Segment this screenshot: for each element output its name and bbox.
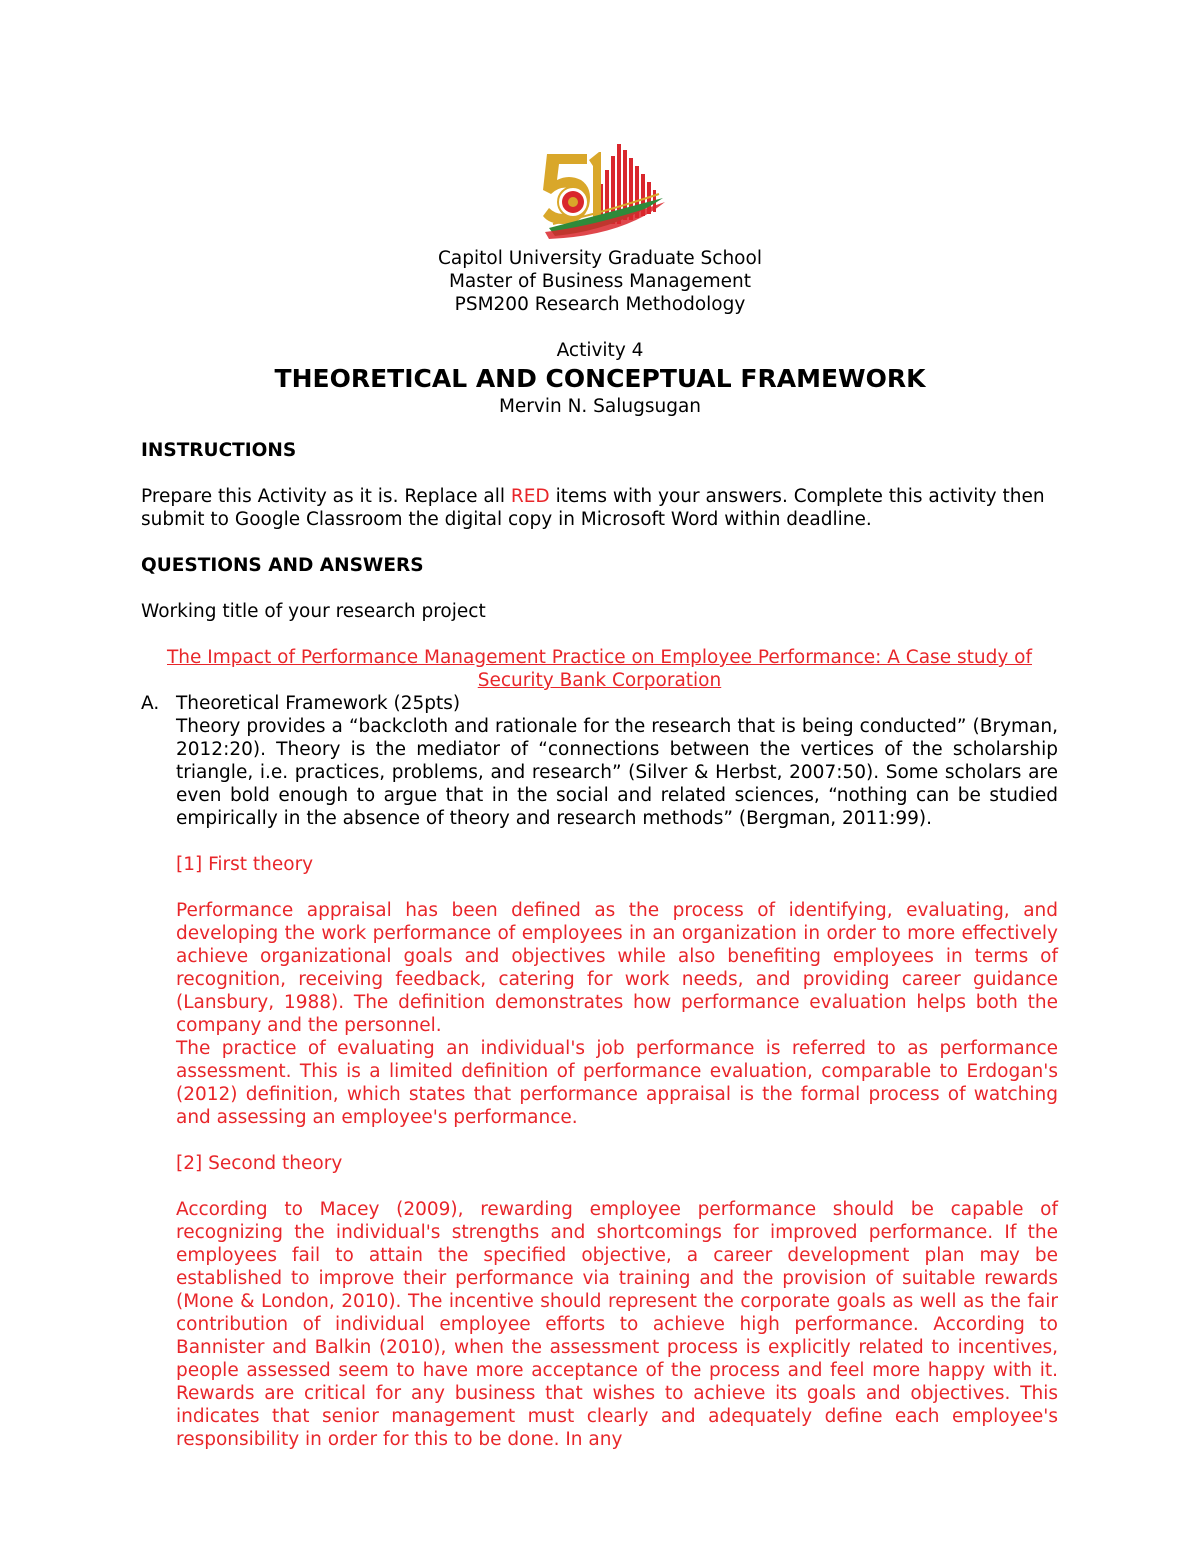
document-body [141,439,1058,1451]
theoretical-framework-label: Theoretical Framework (25pts) [176,693,461,714]
first-theory-paragraph-1: Performance appraisal has been defined as the process of identifying, evaluating, and developing the work performance of employees in an organization in order to more effectively achieve organizational goals and objectives while also benefiting employees in terms of recognition, receiving feedback, catering for work needs, and providing career guidance (Lansbury, 1988). The definition demonstrates how performance evaluation helps both the company and the personnel. [176,900,1058,1036]
second-theory-paragraph: According to Macey (2009), rewarding employee performance should be capable of recognizing the individual's strengths and shortcomings for improved performance. If the employees fail to attain the specified objective, a career development plan may be established to improve their performance via training and the provision of suitable rewards (Mone & London, 2010). The incentive should represent the corporate goals as well as the fair contribution of individual employee efforts to achieve high performance. According to Bannister and Balkin (2010), when the assessment process is explicitly related to incentives, people assessed seem to have more acceptance of the process and feel more happy with it. Rewards are critical for any business that wishes to achieve its goals and objectives. This indicates that senior management must clearly and adequately define each employee's responsibility in order for this to be done. In any [176,1199,1058,1450]
activity-number: Activity 4 [556,340,644,361]
first-theory-paragraph-2: The practice of evaluating an individual's job performance is referred to as performance assessment. This is a limited definition of performance evaluation, comparable to Erdogan's (2012) definition, which states that performance appraisal is the formal process of watching and assessing an employee's performance. [176,1038,1058,1128]
list-marker: A. [141,693,160,714]
instructions-text: Prepare this Activity as it is. Replace all RED items with your answers. Complete this activity then submit to Google Classroom the digital copy in Microsoft Word within deadline. [141,486,1045,530]
instructions-heading: INSTRUCTIONS [141,440,297,461]
course-name: PSM200 Research Methodology [454,294,746,315]
university-name: Capitol University Graduate School [438,248,762,269]
document-title: THEORETICAL AND CONCEPTUAL FRAMEWORK [274,364,926,393]
program-name: Master of Business Management [448,271,752,292]
qa-heading: QUESTIONS AND ANSWERS [141,555,424,576]
university-anniversary-logo [535,140,670,240]
theory-intro-paragraph: Theory provides a “backcloth and rationale for the research that is being conducted” (Bryman, 2012:20). Theory is the mediator of “connections between the vertices of the scholarship triangle, i.e. practices, problems, and research” (Silver & Herbst, 2007:50). Some scholars are even bold enough to argue that in the social and related sciences, “nothing can be studied empirically in the absence of theory and research methods” (Bergman, 2011:99). [176,716,1058,829]
author-name: Mervin N. Salugsugan [498,396,702,417]
first-theory-label: [1] First theory [176,854,314,875]
second-theory-label: [2] Second theory [176,1153,343,1174]
working-title-label: Working title of your research project [141,601,486,622]
document-header [0,247,1200,316]
red-keyword: RED [510,486,550,507]
research-title: The Impact of Performance Management Practice on Employee Performance: A Case study of Security Bank Corporation [167,647,1032,691]
theoretical-framework-item [141,692,1058,715]
